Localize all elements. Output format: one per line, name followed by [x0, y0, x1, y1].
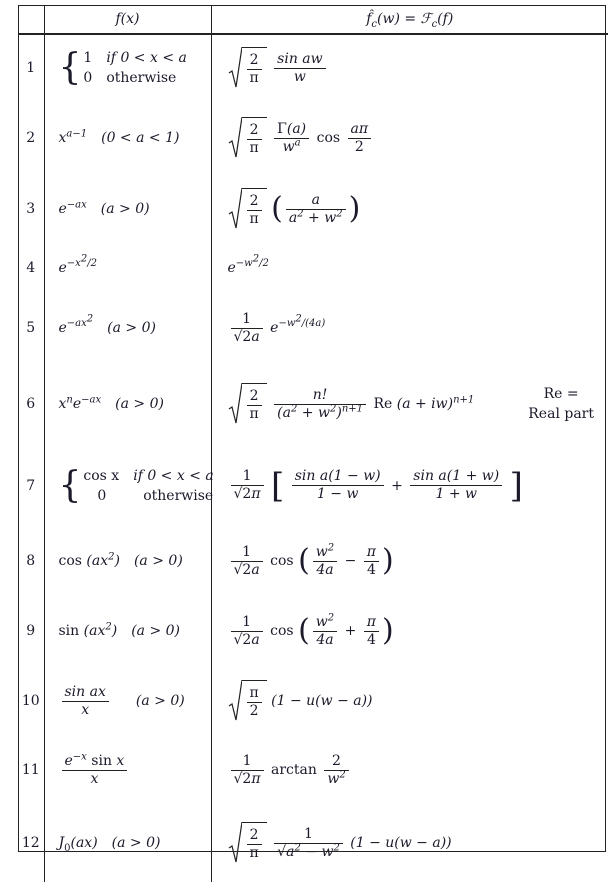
row-number: 10 [18, 666, 44, 736]
f-cell: $x^ne^{-ax}$ (a > 0) [44, 363, 211, 445]
table-row [18, 34, 608, 101]
row-number: 12 [18, 804, 44, 882]
f-cell: $\sin (ax^2) (a > 0)$ [44, 596, 211, 666]
F-cell: $\frac{2}{\pi}$ $\frac{\Gamma(a)}{w^a}$ cos $\frac{a\pi}{2}$ [211, 101, 608, 175]
row-number: 9 [18, 596, 44, 666]
f-cell: { 1 if 0 < x < a 0 otherwise [44, 34, 211, 101]
row-number: 6 [18, 363, 44, 445]
header-f: f(x) [44, 5, 211, 34]
F-cell: $\frac{1}{√2a}$ $e^{-w^2/(4a)}$ [211, 293, 608, 363]
f-cell: $J_0(ax) (a > 0)$ [44, 804, 211, 882]
header-row [18, 5, 608, 34]
row-number: 1 [18, 34, 44, 101]
F-cell: $\frac{2}{\pi}$ $\frac{n!}{(a^2 + w^2)^{n+1}}$ Re (a + iw)$^{n+1}$ Re = Real part [211, 363, 608, 445]
real-part-note: Re = Real part [528, 386, 594, 422]
F-cell: $\frac{2}{\pi}$ $\frac{\text{sin aw}}{w}$ [211, 34, 608, 101]
F-cell: $\frac{\pi}{2}$ (1 − u(w − a)) [211, 666, 608, 736]
f-cell: $e^{-ax^2}(a > 0)$ [44, 293, 211, 363]
table-row [18, 596, 608, 666]
table-row [18, 363, 608, 445]
header-F: $f̂_c(w)$ = ℱ$_c$(f) [211, 5, 608, 34]
fourier-cosine-transform-table [18, 5, 608, 882]
F-cell: $\frac{1}{√2a}$ cos ( $\frac{w^2}{4a}$ − $\frac{\pi}{4}$ ) [211, 526, 608, 596]
table-row [18, 804, 608, 882]
F-cell: $\frac{1}{√2a}$ cos ( $\frac{w^2}{4a}$ + $\frac{\pi}{4}$ ) [211, 596, 608, 666]
f-cell: $x^{a-1}$ (0 < a < 1) [44, 101, 211, 175]
F-cell: $\frac{2}{\pi}$ ( $\frac{a}{a^2 + w^2}$ ) [211, 175, 608, 243]
row-number: 7 [18, 445, 44, 526]
table-row [18, 526, 608, 596]
row-number: 2 [18, 101, 44, 175]
F-cell: $\frac{1}{√2\pi}$ arctan $\frac{2}{w^2}$ [211, 736, 608, 804]
row-number: 4 [18, 243, 44, 293]
row-number: 11 [18, 736, 44, 804]
f-cell: $\frac{\text{sin ax}}{x}$ (a > 0) [44, 666, 211, 736]
table-row [18, 175, 608, 243]
F-cell: $\frac{2}{\pi}$ $\frac{1}{√a^2 - w^2}$ (1 − u(w − a)) [211, 804, 608, 882]
table-row [18, 736, 608, 804]
f-cell: $e^{-x^2/2}$ [44, 243, 211, 293]
f-cell: $\cos (ax^2) (a > 0)$ [44, 526, 211, 596]
table-row [18, 243, 608, 293]
row-number: 5 [18, 293, 44, 363]
table-row [18, 445, 608, 526]
f-cell: { cos x if 0 < x < a 0 otherwise [44, 445, 211, 526]
table-row [18, 101, 608, 175]
f-cell: $e^{-ax}$ (a > 0) [44, 175, 211, 243]
table-row [18, 666, 608, 736]
f-cell: $\frac{e^{-x} \sin x}{x}$ [44, 736, 211, 804]
row-number: 8 [18, 526, 44, 596]
header-index [18, 5, 44, 34]
F-cell: $\frac{1}{√2\pi}$ [ $\frac{\text{sin a(1 − w)}}{1 - w}$ + $\frac{\text{sin a(1 + w)}}{1 + w}$ ] [211, 445, 608, 526]
row-number: 3 [18, 175, 44, 243]
F-cell: $e^{-w^2/2}$ [227, 254, 269, 276]
table-row [18, 293, 608, 363]
